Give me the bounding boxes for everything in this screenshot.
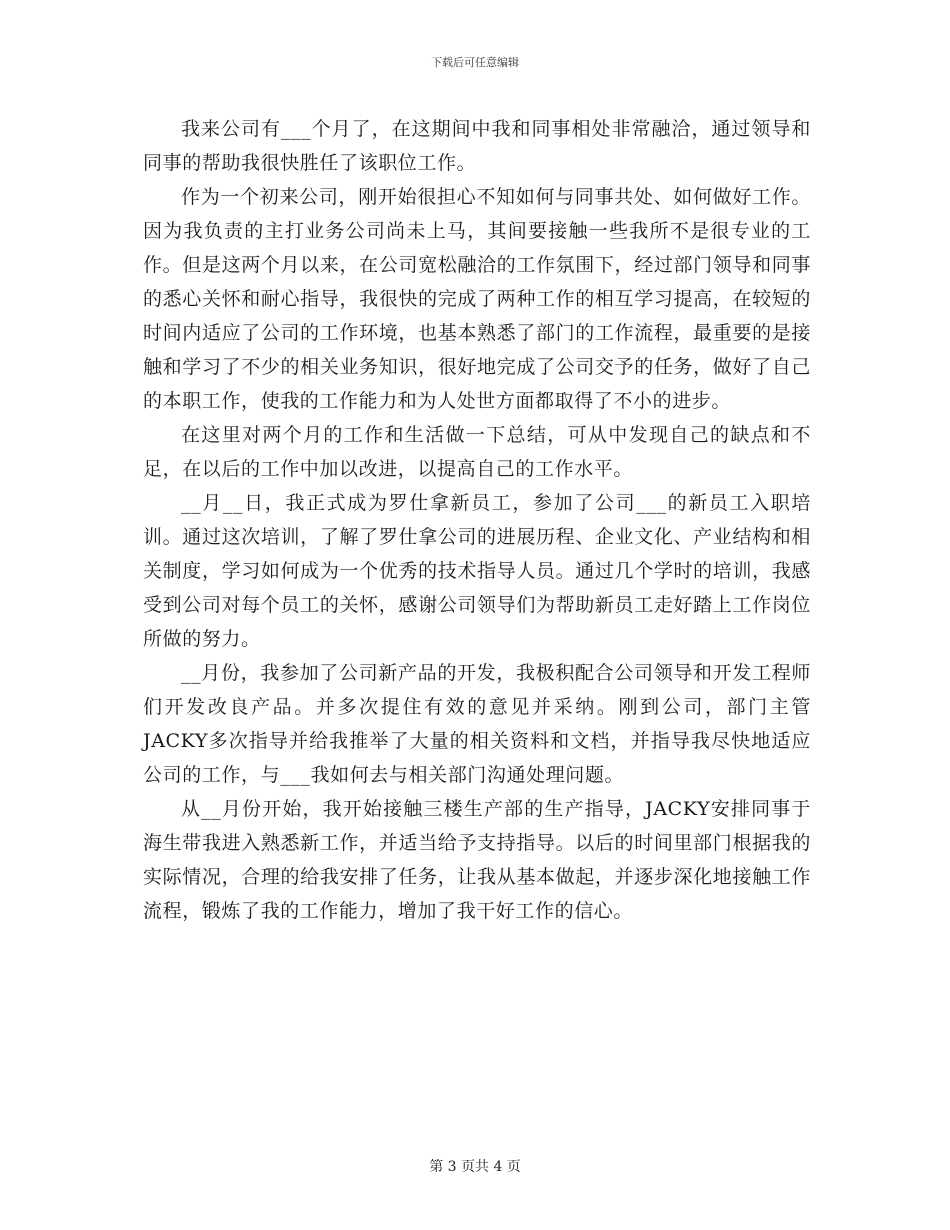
- paragraph-2: 作为一个初来公司，刚开始很担心不知如何与同事共处、如何做好工作。因为我负责的主打业务公司尚未上马，其间要接触一些我所不是很专业的工作。但是这两个月以来，在公司宽松融洽的工作氛围下，经过部门领导和同事的悉心关怀和耐心指导，我很快的完成了两种工作的相互学习提高，在较短的时间内适应了公司的工作环境，也基本熟悉了部门的工作流程，最重要的是接触和学习了不少的相关业务知识，很好地完成了公司交予的任务，做好了自己的本职工作，使我的工作能力和为人处世方面都取得了不小的进步。: [143, 186, 811, 412]
- document-body: [143, 112, 811, 928]
- page-footer: 第 3 页共 4 页: [429, 1159, 521, 1175]
- paragraph-4: __月__日，我正式成为罗仕拿新员工，参加了公司___的新员工入职培训。通过这次培训，了解了罗仕拿公司的进展历程、企业文化、产业结构和相关制度，学习如何成为一个优秀的技术指导人员。通过几个学时的培训，我感受到公司对每个员工的关怀，感谢公司领导们为帮助新员工走好踏上工作岗位所做的努力。: [143, 492, 811, 650]
- paragraph-3: 在这里对两个月的工作和生活做一下总结，可从中发现自己的缺点和不足，在以后的工作中加以改进，以提高自己的工作水平。: [143, 424, 811, 480]
- paragraph-6: 从__月份开始，我开始接触三楼生产部的生产指导，JACKY安排同事于海生带我进入熟悉新工作，并适当给予支持指导。以后的时间里部门根据我的实际情况，合理的给我安排了任务，让我从基本做起，并逐步深化地接触工作流程，锻炼了我的工作能力，增加了我干好工作的信心。: [143, 798, 811, 922]
- page-header: 下载后可任意编辑: [431, 56, 519, 69]
- paragraph-5: __月份，我参加了公司新产品的开发，我极积配合公司领导和开发工程师们开发改良产品。并多次提住有效的意见并采纳。刚到公司，部门主管JACKY多次指导并给我推举了大量的相关资料和文档，并指导我尽快地适应公司的工作，与___我如何去与相关部门沟通处理问题。: [143, 662, 811, 786]
- paragraph-1: 我来公司有___个月了，在这期间中我和同事相处非常融洽，通过领导和同事的帮助我很快胜任了该职位工作。: [143, 118, 811, 174]
